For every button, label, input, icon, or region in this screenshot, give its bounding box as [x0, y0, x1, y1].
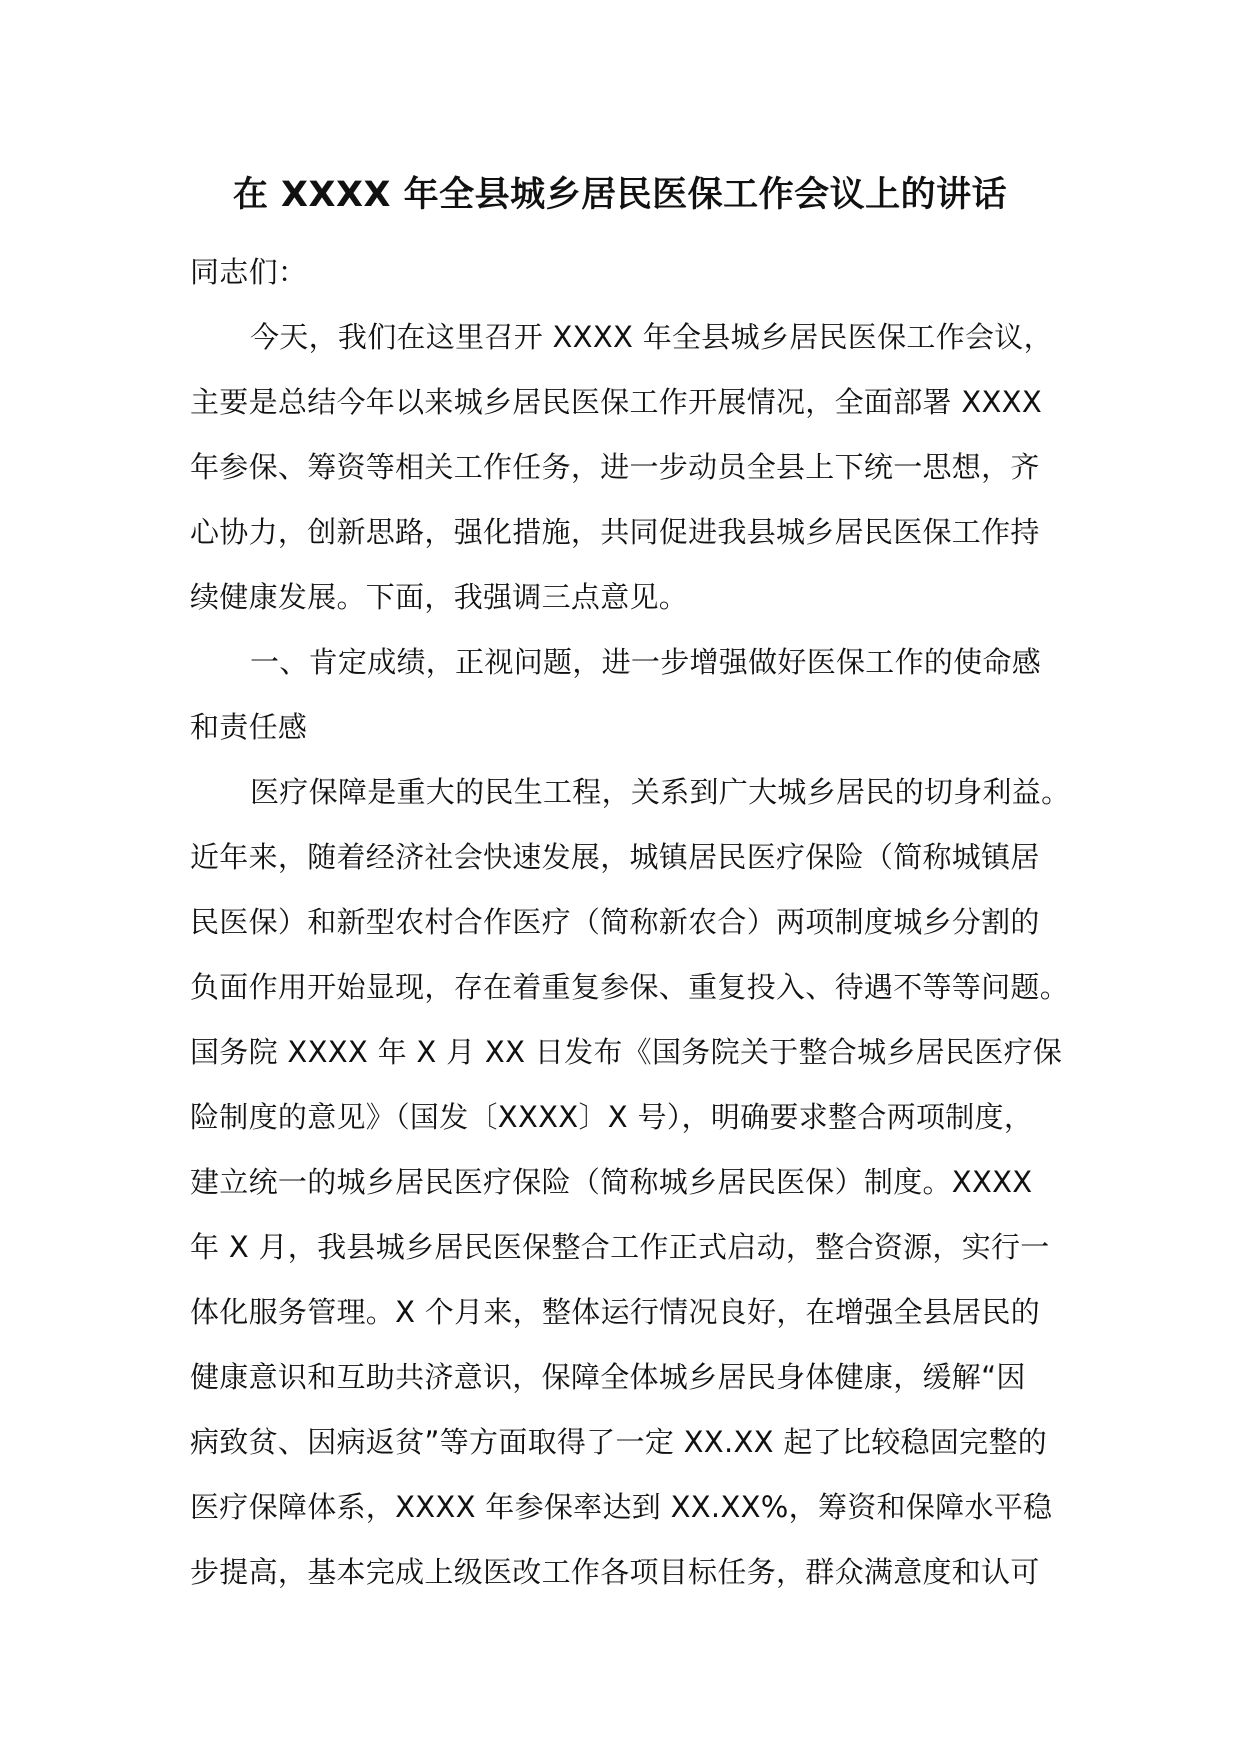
section-heading-line: 一、肯定成绩，正视问题，进一步增强做好医保工作的使命感	[250, 645, 1042, 679]
paragraph-line: 国务院 XXXX 年 X 月 XX 日发布《国务院关于整合城乡居民医疗保	[190, 1035, 1063, 1069]
paragraph-line: 健康意识和互助共济意识，保障全体城乡居民身体健康，缓解“因	[190, 1360, 1026, 1394]
paragraph-line: 年 X 月，我县城乡居民医保整合工作正式启动，整合资源，实行一	[190, 1230, 1050, 1264]
paragraph-line: 病致贫、因病返贫”等方面取得了一定 XX.XX 起了比较稳固完整的	[190, 1425, 1048, 1459]
paragraph-line: 续健康发展。下面，我强调三点意见。	[190, 580, 689, 614]
paragraph-line: 医疗保障是重大的民生工程，关系到广大城乡居民的切身利益。	[250, 775, 1070, 809]
document-title: 在 XXXX 年全县城乡居民医保工作会议上的讲话	[232, 175, 1008, 215]
paragraph-line: 负面作用开始显现，存在着重复参保、重复投入、待遇不等等问题。	[190, 970, 1070, 1004]
paragraph-line: 心协力，创新思路，强化措施，共同促进我县城乡居民医保工作持	[190, 515, 1040, 549]
paragraph-line: 今天，我们在这里召开 XXXX 年全县城乡居民医保工作会议，	[250, 320, 1053, 354]
section-heading-line: 和责任感	[190, 710, 308, 744]
paragraph-line: 险制度的意见》（国发〔XXXX〕X 号），明确要求整合两项制度，	[190, 1100, 1034, 1134]
paragraph-line: 主要是总结今年以来城乡居民医保工作开展情况，全面部署 XXXX	[190, 385, 1042, 419]
paragraph-line: 近年来，随着经济社会快速发展，城镇居民医疗保险（简称城镇居	[190, 840, 1040, 874]
paragraph-line: 民医保）和新型农村合作医疗（简称新农合）两项制度城乡分割的	[190, 905, 1040, 939]
document-body	[190, 240, 1070, 1605]
paragraph-line: 年参保、筹资等相关工作任务，进一步动员全县上下统一思想，齐	[190, 450, 1040, 484]
paragraph-line: 体化服务管理。X 个月来，整体运行情况良好，在增强全县居民的	[190, 1295, 1041, 1329]
paragraph-line: 建立统一的城乡居民医疗保险（简称城乡居民医保）制度。XXXX	[190, 1165, 1033, 1199]
salutation: 同志们：	[190, 255, 308, 289]
paragraph-line: 步提高，基本完成上级医改工作各项目标任务，群众满意度和认可	[190, 1555, 1040, 1589]
paragraph-line: 医疗保障体系，XXXX 年参保率达到 XX.XX%，筹资和保障水平稳	[190, 1490, 1053, 1524]
